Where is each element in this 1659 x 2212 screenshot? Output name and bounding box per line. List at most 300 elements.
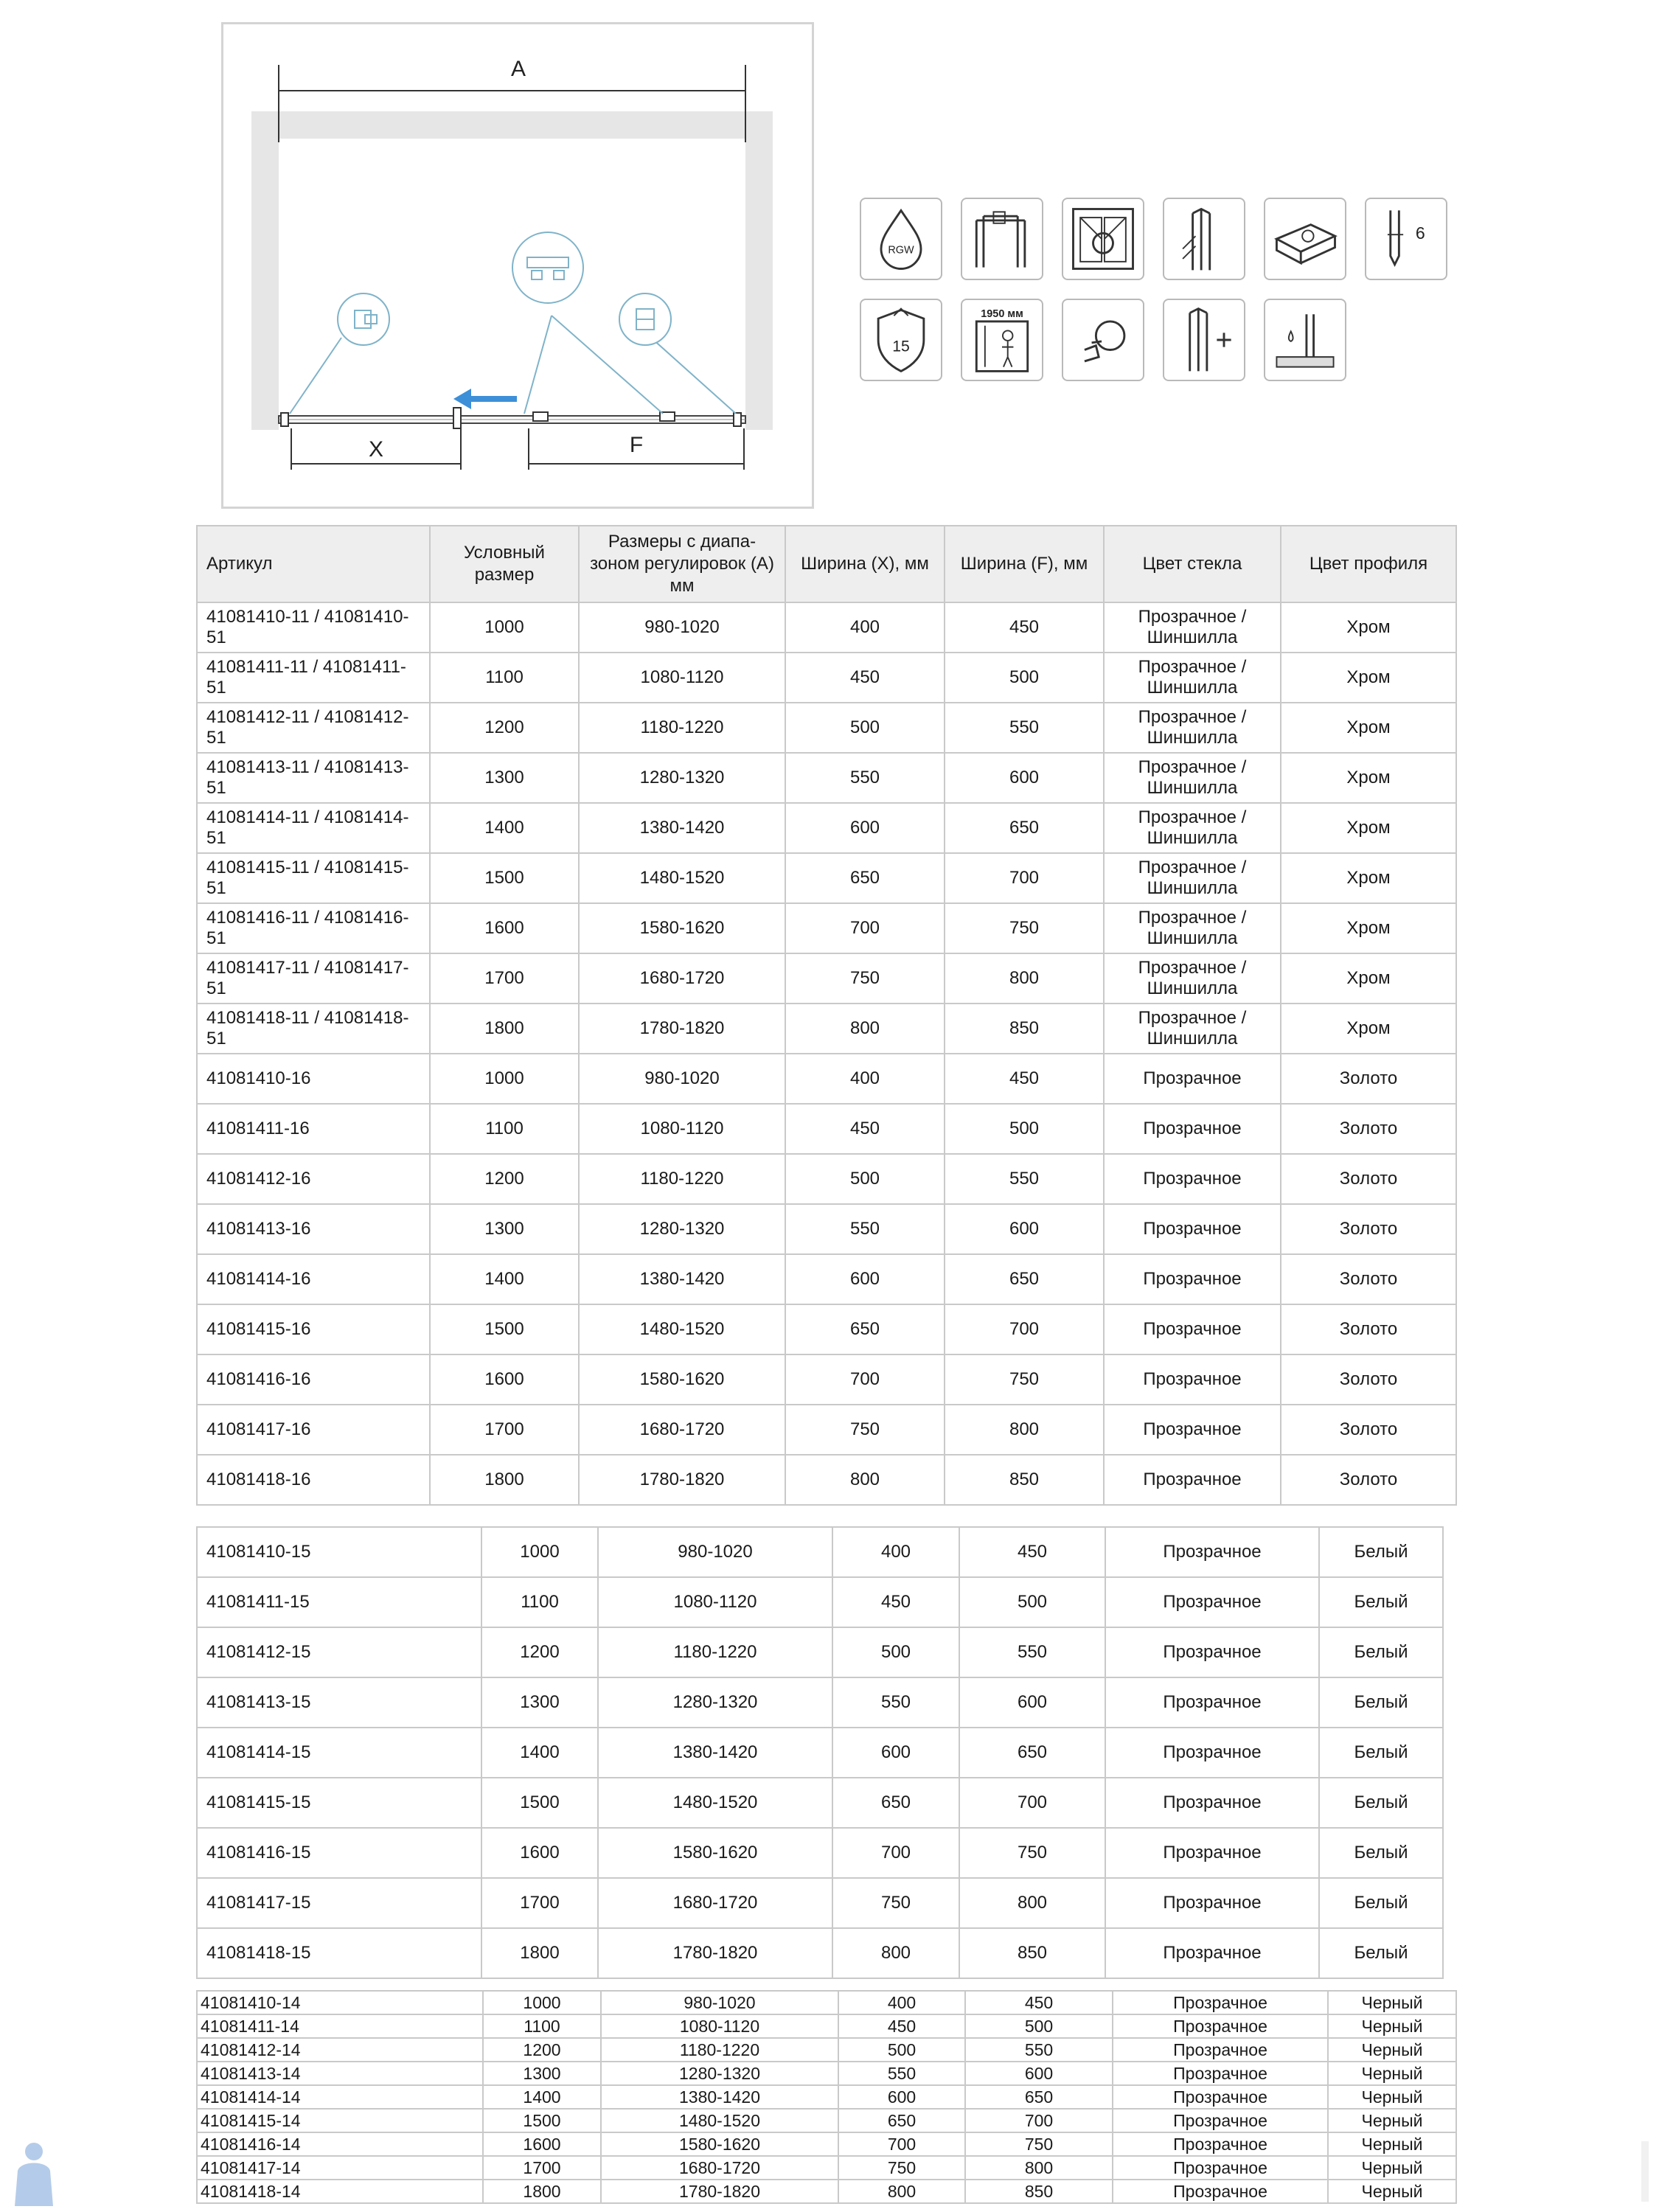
table-row — [197, 1527, 1443, 1577]
cell-article: 41081411-11 / 41081411-51 — [197, 653, 430, 703]
cell-glass-color: Прозрачное — [1113, 2062, 1328, 2085]
diagram-svg — [223, 24, 812, 507]
dim-a-label: A — [510, 57, 526, 81]
cell-width-x: 550 — [785, 753, 945, 803]
cell-width-f: 500 — [945, 1104, 1104, 1154]
cell-glass-color: Прозрачное / Шиншилла — [1104, 953, 1281, 1004]
cell-width-f: 700 — [945, 1304, 1104, 1354]
cell-nominal-size: 1100 — [430, 653, 579, 703]
cell-width-f: 650 — [945, 803, 1104, 853]
cell-article: 41081416-16 — [197, 1354, 430, 1405]
cell-width-f: 750 — [945, 1354, 1104, 1405]
cell-width-f: 450 — [945, 1054, 1104, 1104]
cell-width-f: 700 — [959, 1778, 1105, 1828]
cell-glass-color: Прозрачное / Шиншилла — [1104, 853, 1281, 903]
table-body-gold — [197, 1054, 1456, 1505]
cell-width-x: 650 — [838, 2109, 965, 2132]
cell-width-f: 700 — [945, 853, 1104, 903]
cell-profile-color: Хром — [1281, 703, 1456, 753]
cell-glass-color: Прозрачное / Шиншилла — [1104, 653, 1281, 703]
cell-article: 41081414-14 — [197, 2085, 483, 2109]
cell-adjustment-range: 980-1020 — [598, 1527, 832, 1577]
cell-profile-color: Черный — [1328, 2062, 1456, 2085]
svg-text:6: 6 — [1415, 223, 1425, 243]
cell-width-x: 400 — [785, 602, 945, 653]
table-row — [197, 1627, 1443, 1677]
cell-nominal-size: 1500 — [483, 2109, 601, 2132]
cell-adjustment-range: 1780-1820 — [601, 2180, 838, 2203]
table-row — [197, 903, 1456, 953]
cell-adjustment-range: 980-1020 — [579, 1054, 785, 1104]
cell-nominal-size: 1100 — [430, 1104, 579, 1154]
cell-article: 41081416-14 — [197, 2132, 483, 2156]
cell-width-f: 750 — [959, 1828, 1105, 1878]
cell-article: 41081414-11 / 41081414-51 — [197, 803, 430, 853]
header-width-x: Ширина (X), мм — [785, 526, 945, 602]
cell-adjustment-range: 1080-1120 — [579, 653, 785, 703]
cell-width-f: 450 — [945, 602, 1104, 653]
cell-adjustment-range: 1580-1620 — [598, 1828, 832, 1878]
cell-nominal-size: 1300 — [430, 1204, 579, 1254]
cell-nominal-size: 1600 — [430, 903, 579, 953]
cell-glass-color: Прозрачное — [1113, 2014, 1328, 2038]
cell-article: 41081418-15 — [197, 1928, 481, 1978]
table-row — [197, 653, 1456, 703]
cell-article: 41081411-15 — [197, 1577, 481, 1627]
cell-article: 41081416-15 — [197, 1828, 481, 1878]
cell-width-f: 600 — [945, 753, 1104, 803]
cell-profile-color: Золото — [1281, 1405, 1456, 1455]
cell-adjustment-range: 1080-1120 — [598, 1577, 832, 1627]
glass-block-icon — [1264, 198, 1346, 280]
cell-glass-color: Прозрачное — [1113, 1991, 1328, 2014]
cell-width-f: 450 — [965, 1991, 1113, 2014]
table-row — [197, 1828, 1443, 1878]
table-row — [197, 1728, 1443, 1778]
cell-nominal-size: 1000 — [481, 1527, 598, 1577]
table-row — [197, 2014, 1456, 2038]
table-row — [197, 2180, 1456, 2203]
glass-thickness-icon — [1365, 198, 1447, 280]
cell-article: 41081413-11 / 41081413-51 — [197, 753, 430, 803]
cell-adjustment-range: 1180-1220 — [598, 1627, 832, 1677]
rgw-drop-icon — [860, 198, 942, 280]
cell-width-x: 700 — [832, 1828, 959, 1878]
table-body-white — [197, 1527, 1443, 1978]
dim-x-label: X — [368, 437, 384, 462]
cell-adjustment-range: 1680-1720 — [579, 953, 785, 1004]
cell-article: 41081415-15 — [197, 1778, 481, 1828]
cell-glass-color: Прозрачное — [1104, 1304, 1281, 1354]
cell-adjustment-range: 1280-1320 — [579, 753, 785, 803]
cell-nominal-size: 1300 — [481, 1677, 598, 1728]
table-row — [197, 1677, 1443, 1728]
cell-article: 41081410-15 — [197, 1527, 481, 1577]
door-profile-icon — [961, 198, 1043, 280]
cell-glass-color: Прозрачное — [1105, 1527, 1319, 1577]
table-row — [197, 703, 1456, 753]
cell-profile-color: Черный — [1328, 2180, 1456, 2203]
cell-width-x: 550 — [838, 2062, 965, 2085]
cell-article: 41081414-16 — [197, 1254, 430, 1304]
cell-width-x: 750 — [838, 2156, 965, 2180]
spec-table-black — [196, 1990, 1457, 2204]
table-row — [197, 1154, 1456, 1204]
cell-article: 41081412-16 — [197, 1154, 430, 1204]
table-body-chrome — [197, 602, 1456, 1054]
cell-article: 41081413-15 — [197, 1677, 481, 1728]
header-adjustment-range: Размеры с диапа-зоном регулировок (А) мм — [579, 526, 785, 602]
cell-width-x: 600 — [832, 1728, 959, 1778]
cell-profile-color: Белый — [1319, 1627, 1443, 1677]
cell-glass-color: Прозрачное / Шиншилла — [1104, 803, 1281, 853]
cell-width-x: 650 — [785, 853, 945, 903]
cell-article: 41081410-11 / 41081410-51 — [197, 602, 430, 653]
cell-glass-color: Прозрачное / Шиншилла — [1104, 703, 1281, 753]
spec-table-chrome-gold — [196, 525, 1457, 1506]
table-row — [197, 1354, 1456, 1405]
cell-profile-color: Золото — [1281, 1254, 1456, 1304]
cell-adjustment-range: 1780-1820 — [579, 1455, 785, 1505]
cell-article: 41081411-16 — [197, 1104, 430, 1154]
cell-adjustment-range: 1480-1520 — [598, 1778, 832, 1828]
cell-width-f: 850 — [945, 1004, 1104, 1054]
cell-profile-color: Золото — [1281, 1054, 1456, 1104]
door-handle — [453, 408, 461, 428]
table-row — [197, 1304, 1456, 1354]
cell-width-f: 550 — [945, 703, 1104, 753]
cell-nominal-size: 1100 — [483, 2014, 601, 2038]
feature-icons-panel — [860, 198, 1457, 389]
roller-left — [533, 412, 548, 421]
cell-width-x: 750 — [785, 953, 945, 1004]
cell-adjustment-range: 1080-1120 — [579, 1104, 785, 1154]
cell-width-f: 600 — [965, 2062, 1113, 2085]
cell-adjustment-range: 1180-1220 — [579, 1154, 785, 1204]
cell-width-x: 700 — [838, 2132, 965, 2156]
cell-profile-color: Белый — [1319, 1728, 1443, 1778]
table-row — [197, 1104, 1456, 1154]
cell-profile-color: Хром — [1281, 753, 1456, 803]
cell-profile-color: Черный — [1328, 2038, 1456, 2062]
cell-glass-color: Прозрачное — [1113, 2085, 1328, 2109]
cell-profile-color: Белый — [1319, 1577, 1443, 1627]
cell-width-f: 750 — [945, 903, 1104, 953]
cell-adjustment-range: 1280-1320 — [579, 1204, 785, 1254]
table-row — [197, 1455, 1456, 1505]
right-wall — [745, 111, 773, 430]
cell-width-x: 600 — [785, 1254, 945, 1304]
cell-width-f: 800 — [945, 953, 1104, 1004]
cell-profile-color: Золото — [1281, 1354, 1456, 1405]
vertical-watermark-icon — [1634, 2138, 1656, 2205]
cell-glass-color: Прозрачное / Шиншилла — [1104, 1004, 1281, 1054]
cell-nominal-size: 1600 — [483, 2132, 601, 2156]
cell-article: 41081418-14 — [197, 2180, 483, 2203]
cell-article: 41081415-11 / 41081415-51 — [197, 853, 430, 903]
extension-profile-icon — [1163, 299, 1245, 381]
cell-nominal-size: 1000 — [483, 1991, 601, 2014]
sliding-door-mechanism-icon — [1062, 198, 1144, 280]
cell-nominal-size: 1800 — [430, 1455, 579, 1505]
table-row — [197, 1928, 1443, 1978]
cell-width-x: 650 — [785, 1304, 945, 1354]
cell-profile-color: Золото — [1281, 1104, 1456, 1154]
header-nominal-size: Условный размер — [430, 526, 579, 602]
cell-width-f: 500 — [965, 2014, 1113, 2038]
cell-nominal-size: 1500 — [430, 1304, 579, 1354]
table-row — [197, 1577, 1443, 1627]
cell-profile-color: Черный — [1328, 2109, 1456, 2132]
cell-glass-color: Прозрачное — [1104, 1354, 1281, 1405]
cell-profile-color: Хром — [1281, 953, 1456, 1004]
cell-nominal-size: 1700 — [430, 953, 579, 1004]
cell-profile-color: Белый — [1319, 1677, 1443, 1728]
back-wall — [279, 111, 762, 139]
cell-width-x: 450 — [838, 2014, 965, 2038]
tray-install-icon — [1264, 299, 1346, 381]
cell-width-x: 700 — [785, 1354, 945, 1405]
cell-profile-color: Хром — [1281, 653, 1456, 703]
table-row — [197, 1405, 1456, 1455]
header-width-f: Ширина (F), мм — [945, 526, 1104, 602]
cell-profile-color: Белый — [1319, 1928, 1443, 1978]
cell-adjustment-range: 1080-1120 — [601, 2014, 838, 2038]
cell-nominal-size: 1400 — [481, 1728, 598, 1778]
cell-width-x: 650 — [832, 1778, 959, 1828]
cell-width-f: 550 — [965, 2038, 1113, 2062]
cell-article: 41081413-14 — [197, 2062, 483, 2085]
cell-glass-color: Прозрачное — [1104, 1054, 1281, 1104]
cell-profile-color: Золото — [1281, 1304, 1456, 1354]
cell-glass-color: Прозрачное — [1113, 2109, 1328, 2132]
cell-width-f: 600 — [945, 1204, 1104, 1254]
cell-profile-color: Белый — [1319, 1778, 1443, 1828]
cell-profile-color: Хром — [1281, 803, 1456, 853]
cell-width-f: 800 — [965, 2156, 1113, 2180]
cell-profile-color: Белый — [1319, 1527, 1443, 1577]
cell-glass-color: Прозрачное — [1105, 1577, 1319, 1627]
cell-article: 41081418-11 / 41081418-51 — [197, 1004, 430, 1054]
cell-glass-color: Прозрачное — [1105, 1878, 1319, 1928]
svg-text:15: 15 — [892, 338, 910, 355]
table-row — [197, 602, 1456, 653]
cell-glass-color: Прозрачное / Шиншилла — [1104, 602, 1281, 653]
cell-width-x: 600 — [785, 803, 945, 853]
table-row — [197, 953, 1456, 1004]
cell-adjustment-range: 980-1020 — [579, 602, 785, 653]
spec-table-white — [196, 1526, 1444, 1979]
table-row — [197, 853, 1456, 903]
cell-adjustment-range: 1380-1420 — [598, 1728, 832, 1778]
table-row — [197, 1878, 1443, 1928]
knob-handle-icon — [1062, 299, 1144, 381]
table-row — [197, 1991, 1456, 2014]
dim-f-label: F — [629, 433, 644, 457]
cell-width-f: 500 — [959, 1577, 1105, 1627]
right-bracket — [734, 413, 741, 426]
cell-profile-color: Черный — [1328, 2014, 1456, 2038]
table-body-black — [197, 1991, 1456, 2203]
table-row — [197, 2085, 1456, 2109]
cell-adjustment-range: 1280-1320 — [598, 1677, 832, 1728]
cell-glass-color: Прозрачное — [1105, 1677, 1319, 1728]
cell-article: 41081417-11 / 41081417-51 — [197, 953, 430, 1004]
table-row — [197, 1054, 1456, 1104]
cell-profile-color: Хром — [1281, 602, 1456, 653]
table-row — [197, 2109, 1456, 2132]
cell-glass-color: Прозрачное — [1104, 1405, 1281, 1455]
cell-glass-color: Прозрачное — [1104, 1104, 1281, 1154]
cell-glass-color: Прозрачное / Шиншилла — [1104, 753, 1281, 803]
left-bracket — [281, 413, 288, 426]
cell-adjustment-range: 1480-1520 — [579, 853, 785, 903]
cell-width-x: 600 — [838, 2085, 965, 2109]
cell-profile-color: Черный — [1328, 2085, 1456, 2109]
cell-nominal-size: 1000 — [430, 602, 579, 653]
cell-nominal-size: 1700 — [430, 1405, 579, 1455]
cell-glass-color: Прозрачное / Шиншилла — [1104, 903, 1281, 953]
cell-profile-color: Золото — [1281, 1204, 1456, 1254]
cell-article: 41081417-15 — [197, 1878, 481, 1928]
cell-width-f: 750 — [965, 2132, 1113, 2156]
cell-width-f: 650 — [965, 2085, 1113, 2109]
cell-article: 41081411-14 — [197, 2014, 483, 2038]
cell-width-f: 850 — [959, 1928, 1105, 1978]
cell-glass-color: Прозрачное — [1104, 1204, 1281, 1254]
cell-glass-color: Прозрачное — [1105, 1928, 1319, 1978]
table-row — [197, 1778, 1443, 1828]
cell-profile-color: Белый — [1319, 1878, 1443, 1928]
cell-profile-color: Черный — [1328, 2156, 1456, 2180]
cell-glass-color: Прозрачное — [1104, 1154, 1281, 1204]
cell-width-f: 650 — [959, 1728, 1105, 1778]
header-glass-color: Цвет стекла — [1104, 526, 1281, 602]
cell-adjustment-range: 1580-1620 — [579, 903, 785, 953]
cell-article: 41081415-16 — [197, 1304, 430, 1354]
cell-width-x: 500 — [832, 1627, 959, 1677]
cell-adjustment-range: 1680-1720 — [601, 2156, 838, 2180]
shield-15-warranty-icon — [860, 299, 942, 381]
cell-adjustment-range: 1680-1720 — [598, 1878, 832, 1928]
cell-article: 41081414-15 — [197, 1728, 481, 1778]
cell-width-f: 650 — [945, 1254, 1104, 1304]
cell-adjustment-range: 1380-1420 — [579, 803, 785, 853]
cell-nominal-size: 1600 — [430, 1354, 579, 1405]
header-profile-color: Цвет профиля — [1281, 526, 1456, 602]
cell-width-x: 450 — [785, 653, 945, 703]
cell-adjustment-range: 1180-1220 — [601, 2038, 838, 2062]
cell-adjustment-range: 1580-1620 — [579, 1354, 785, 1405]
mascot-watermark-icon — [4, 2138, 63, 2212]
cell-profile-color: Золото — [1281, 1154, 1456, 1204]
cell-nominal-size: 1300 — [430, 753, 579, 803]
table-row — [197, 1204, 1456, 1254]
cell-width-f: 450 — [959, 1527, 1105, 1577]
cell-width-f: 850 — [965, 2180, 1113, 2203]
table-row — [197, 2038, 1456, 2062]
cell-nominal-size: 1800 — [481, 1928, 598, 1978]
cell-width-f: 500 — [945, 653, 1104, 703]
table-row — [197, 803, 1456, 853]
cell-width-f: 700 — [965, 2109, 1113, 2132]
cell-nominal-size: 1200 — [430, 1154, 579, 1204]
cell-nominal-size: 1700 — [483, 2156, 601, 2180]
cell-glass-color: Прозрачное — [1113, 2132, 1328, 2156]
cell-width-f: 850 — [945, 1455, 1104, 1505]
callout-left-bracket-detail — [338, 293, 389, 345]
cell-width-x: 500 — [785, 703, 945, 753]
cell-article: 41081418-16 — [197, 1455, 430, 1505]
cell-nominal-size: 1000 — [430, 1054, 579, 1104]
cell-adjustment-range: 1680-1720 — [579, 1405, 785, 1455]
cell-nominal-size: 1800 — [483, 2180, 601, 2203]
height-1950-icon — [961, 299, 1043, 381]
cell-nominal-size: 1200 — [481, 1627, 598, 1677]
cell-adjustment-range: 1380-1420 — [601, 2085, 838, 2109]
cell-nominal-size: 1200 — [483, 2038, 601, 2062]
cell-width-x: 800 — [838, 2180, 965, 2203]
cell-nominal-size: 1400 — [430, 803, 579, 853]
table-row — [197, 2156, 1456, 2180]
cell-article: 41081413-16 — [197, 1204, 430, 1254]
cell-adjustment-range: 1780-1820 — [579, 1004, 785, 1054]
cell-nominal-size: 1300 — [483, 2062, 601, 2085]
cell-width-f: 800 — [959, 1878, 1105, 1928]
svg-text:RGW: RGW — [888, 244, 914, 257]
cell-nominal-size: 1500 — [481, 1778, 598, 1828]
table-row — [197, 2062, 1456, 2085]
cell-profile-color: Хром — [1281, 903, 1456, 953]
cell-adjustment-range: 1480-1520 — [601, 2109, 838, 2132]
cell-width-x: 800 — [785, 1004, 945, 1054]
cell-width-x: 500 — [838, 2038, 965, 2062]
cell-width-x: 550 — [832, 1677, 959, 1728]
cell-width-x: 700 — [785, 903, 945, 953]
cell-width-x: 550 — [785, 1204, 945, 1254]
cell-profile-color: Хром — [1281, 1004, 1456, 1054]
cell-glass-color: Прозрачное — [1105, 1778, 1319, 1828]
cell-article: 41081417-16 — [197, 1405, 430, 1455]
left-wall — [251, 111, 279, 430]
cell-width-x: 800 — [785, 1455, 945, 1505]
cell-width-x: 400 — [832, 1527, 959, 1577]
cell-glass-color: Прозрачное — [1113, 2156, 1328, 2180]
cell-width-x: 750 — [785, 1405, 945, 1455]
cell-width-f: 800 — [945, 1405, 1104, 1455]
cell-nominal-size: 1800 — [430, 1004, 579, 1054]
cell-width-f: 550 — [945, 1154, 1104, 1204]
cell-nominal-size: 1100 — [481, 1577, 598, 1627]
header-article: Артикул — [197, 526, 430, 602]
cell-glass-color: Прозрачное — [1104, 1254, 1281, 1304]
cell-nominal-size: 1400 — [430, 1254, 579, 1304]
cell-width-x: 400 — [785, 1054, 945, 1104]
cell-width-x: 400 — [838, 1991, 965, 2014]
wall-profile-adjustment-icon — [1163, 198, 1245, 280]
cell-adjustment-range: 1580-1620 — [601, 2132, 838, 2156]
cell-nominal-size: 1400 — [483, 2085, 601, 2109]
cell-article: 41081412-14 — [197, 2038, 483, 2062]
cell-glass-color: Прозрачное — [1113, 2180, 1328, 2203]
cell-profile-color: Черный — [1328, 1991, 1456, 2014]
cell-nominal-size: 1700 — [481, 1878, 598, 1928]
cell-glass-color: Прозрачное — [1105, 1627, 1319, 1677]
cell-nominal-size: 1500 — [430, 853, 579, 903]
cell-adjustment-range: 1380-1420 — [579, 1254, 785, 1304]
cell-width-x: 450 — [832, 1577, 959, 1627]
cell-nominal-size: 1600 — [481, 1828, 598, 1878]
